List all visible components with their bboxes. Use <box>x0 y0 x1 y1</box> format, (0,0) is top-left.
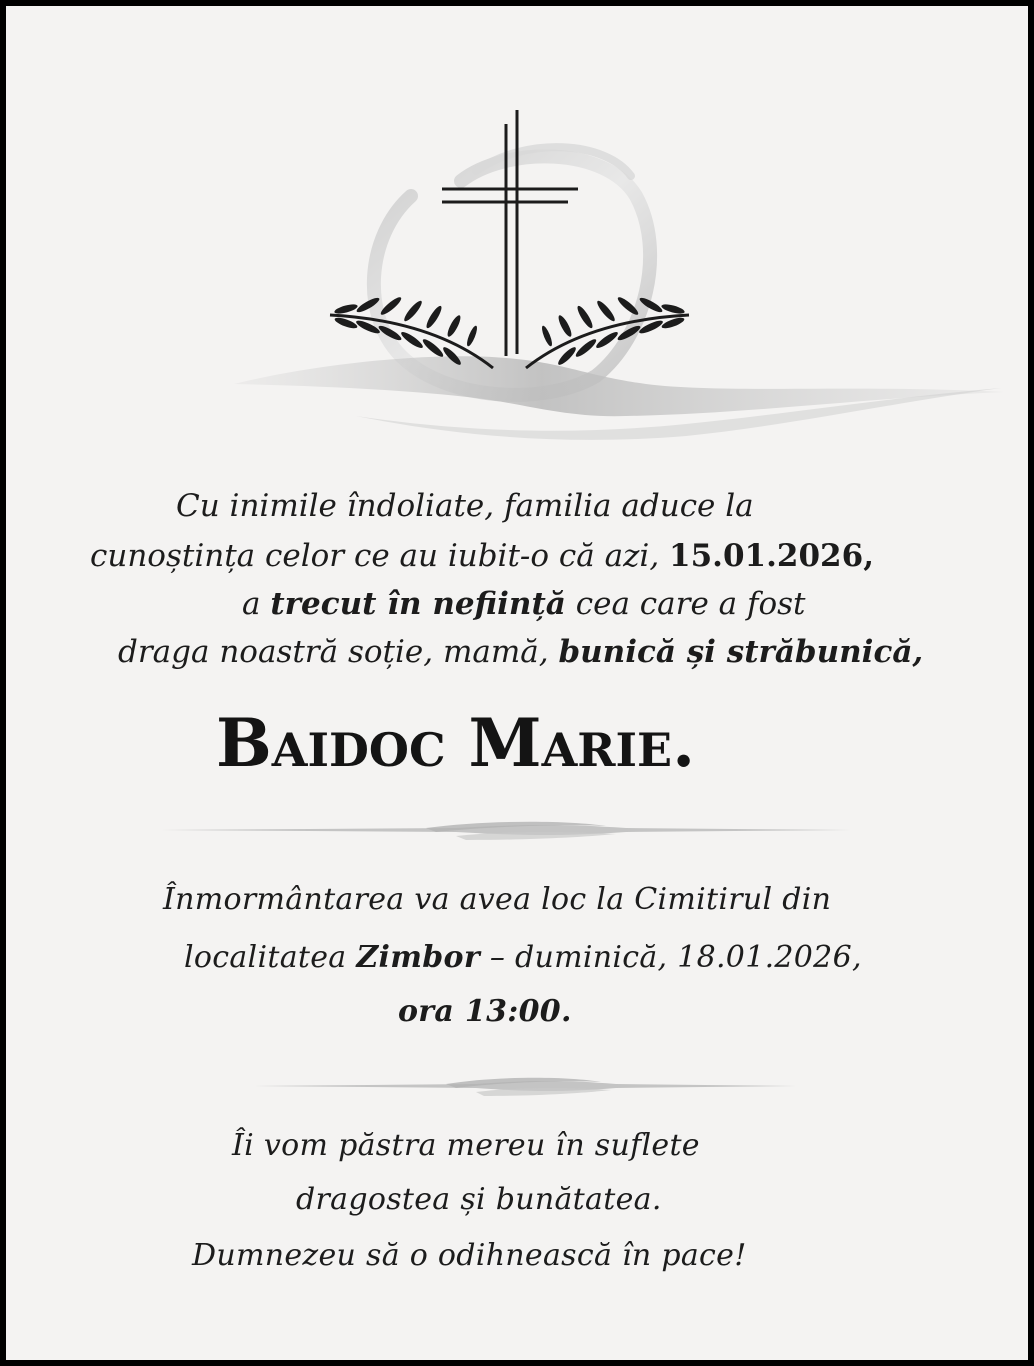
announcement-line-4 <box>118 634 923 670</box>
funeral-notice <box>6 6 1028 1360</box>
death-date: 15.01.2026, <box>669 538 874 574</box>
passed-away-phrase: trecut în neființă <box>270 586 566 622</box>
relations-phrase: bunică și străbunică, <box>558 634 924 670</box>
announcement-line-2-text: cunoștința celor ce au iubit-o că azi, <box>90 538 660 574</box>
closing-line-1: Îi vom păstra mereu în suflete <box>232 1128 700 1163</box>
deceased-name: Baidoc Marie. <box>216 704 696 782</box>
announcement-line-3-prefix: a <box>242 586 261 622</box>
announcement-line-4-text: draga noastră soție, mamă, <box>118 634 549 670</box>
funeral-line-2 <box>184 940 862 975</box>
funeral-line-2-suffix: – duminică, 18.01.2026, <box>489 940 862 975</box>
closing-line-3: Dumnezeu să o odihnească în pace! <box>192 1238 747 1273</box>
announcement-line-1: Cu inimile îndoliate, familia aduce la <box>176 488 754 524</box>
announcement-line-3-suffix: cea care a fost <box>575 586 806 622</box>
locality-name: Zimbor <box>356 940 480 975</box>
cross-with-olive-branches-icon <box>6 6 1028 466</box>
announcement-line-3 <box>242 586 805 622</box>
funeral-line-2-prefix: localitatea <box>184 940 347 975</box>
divider-ornament-2 <box>6 1072 1028 1102</box>
announcement-line-2 <box>90 538 874 574</box>
swoosh-ornament <box>234 356 1004 440</box>
funeral-line-1: Înmormântarea va avea loc la Cimitirul din <box>163 882 832 917</box>
funeral-time: ora 13:00. <box>398 994 572 1029</box>
divider-ornament <box>6 816 1028 846</box>
closing-line-2: dragostea și bunătatea. <box>296 1182 662 1217</box>
